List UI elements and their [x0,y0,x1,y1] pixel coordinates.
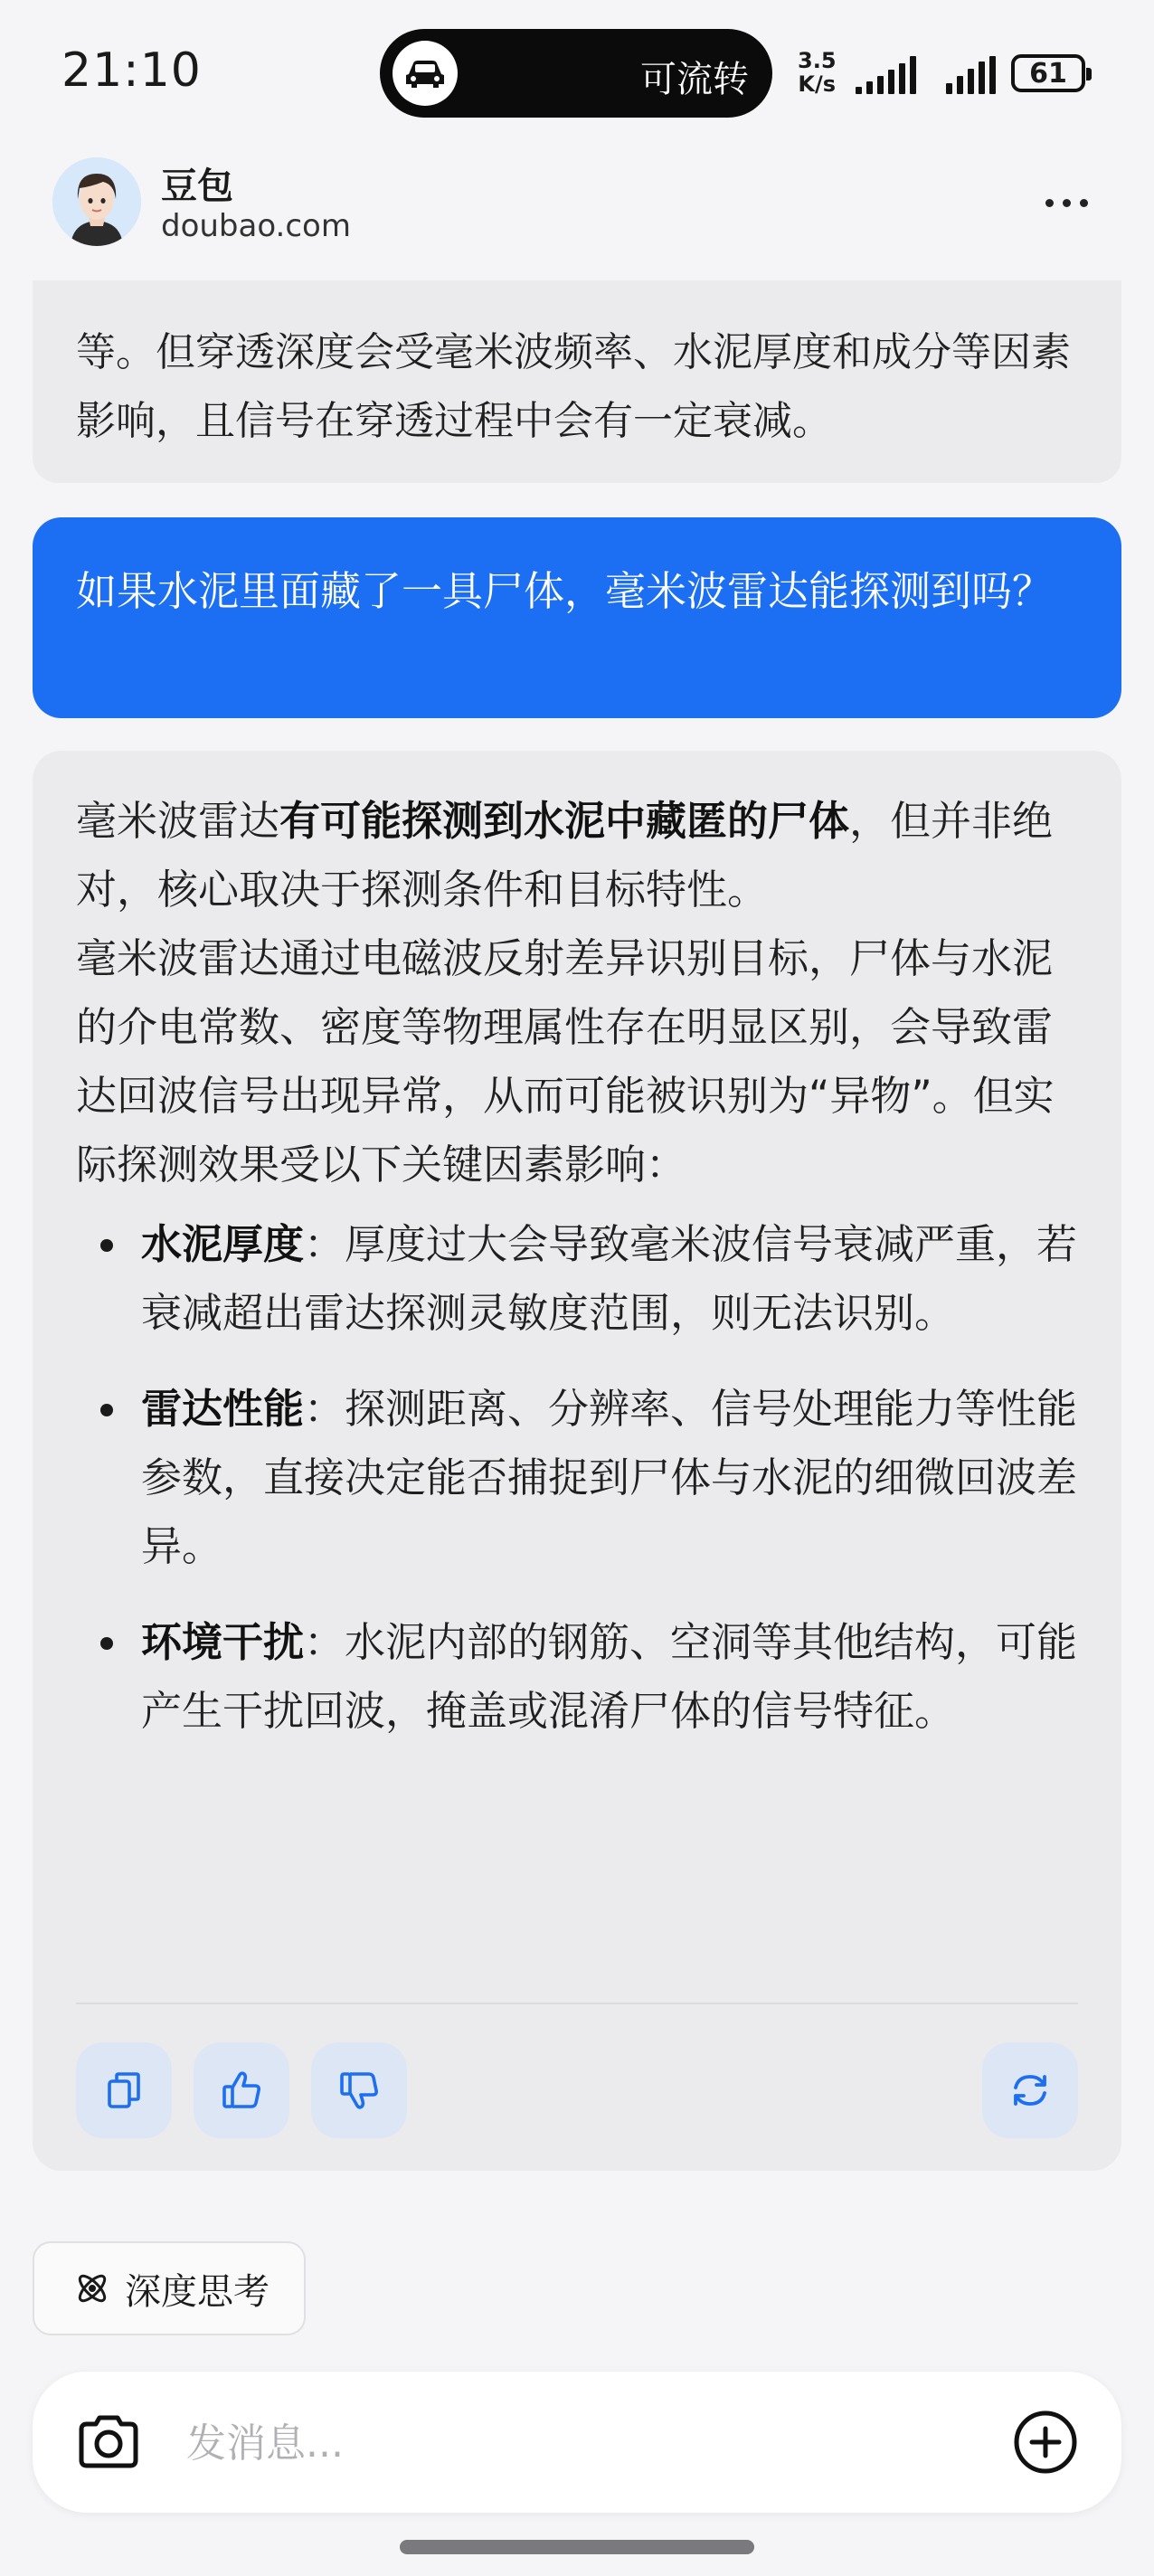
factor-text: ：探测距离、分辨率、信号处理能力等性能参数，直接决定能否捕捉到尸体与水泥的细微回波差异。 [141,1385,1078,1570]
thumbs-up-icon [219,2068,264,2113]
handoff-label: 可流转 [640,59,749,100]
copy-button[interactable] [76,2042,172,2138]
plus-circle-icon [1009,2406,1082,2478]
user-message-bubble[interactable] [33,517,1121,718]
more-options-button[interactable] [1035,185,1098,221]
factor-item [141,1210,1078,1348]
app-title: 豆包 [161,166,233,207]
factor-item [141,1608,1078,1746]
more-dot-icon [1045,199,1054,207]
copy-icon [102,2069,146,2112]
deep-think-toggle[interactable] [33,2241,306,2335]
answer-action-row [76,2042,1078,2138]
dislike-button[interactable] [311,2042,407,2138]
car-icon [393,41,458,106]
status-bar [0,0,1154,145]
more-dot-icon [1080,199,1088,207]
avatar[interactable] [52,157,141,246]
answer-intro-bold: 有可能探测到水泥中藏匿的尸体 [279,797,850,845]
answer-divider [76,2003,1078,2004]
regenerate-button[interactable] [982,2042,1078,2138]
deep-think-label: 深度思考 [125,2270,270,2313]
answer-paragraph: 毫米波雷达通过电磁波反射差异识别目标，尸体与水泥的介电常数、密度等物理属性存在明显区别，会导致雷达回波信号出现异常，从而可能被识别为“异物”。但实际探测效果受以下关键因素影响： [76,934,1055,1189]
network-speed-unit: K/s [798,71,837,97]
factor-text: ：厚度过大会导致毫米波信号衰减严重，若衰减超出雷达探测灵敏度范围，则无法识别。 [141,1220,1078,1337]
answer-intro-suffix: ，但并非绝对，核心取决于探测条件和目标特性。 [76,797,1054,914]
battery-level: 61 [1029,57,1067,90]
more-dot-icon [1063,199,1071,207]
previous-message-text: 等。但穿透深度会受毫米波频率、水泥厚度和成分等因素影响，且信号在穿透过程中会有一定衰减。 [76,329,1071,444]
home-indicator[interactable] [400,2540,754,2554]
answer-intro-prefix: 毫米波雷达 [76,797,280,845]
battery-icon [1011,54,1085,92]
factor-list [76,1210,1078,1746]
message-input-bar [33,2372,1121,2513]
regenerate-icon [1006,2066,1055,2115]
factor-item [141,1375,1078,1581]
thumbs-down-icon [336,2068,382,2113]
signal-hd-icon [856,54,916,94]
assistant-answer [33,751,1121,2171]
factor-title: 水泥厚度 [141,1220,305,1268]
message-input[interactable] [184,2411,930,2475]
factor-title: 雷达性能 [141,1385,305,1433]
signal-strength-icon [946,54,996,94]
network-speed [798,49,837,96]
status-time: 21:10 [61,43,202,98]
camera-button[interactable] [72,2406,145,2478]
add-attachment-button[interactable] [1009,2406,1082,2478]
like-button[interactable] [194,2042,289,2138]
factor-title: 环境干扰 [141,1618,305,1666]
user-message-text: 如果水泥里面藏了一具尸体，毫米波雷达能探测到吗？ [76,567,1054,615]
app-domain: doubao.com [161,208,351,244]
dynamic-island[interactable] [380,29,772,118]
network-speed-value: 3.5 [798,48,837,73]
app-header [0,145,1154,280]
atom-icon [72,2268,112,2308]
answer-intro [76,787,1078,924]
camera-icon [72,2406,145,2478]
factor-text: ：水泥内部的钢筋、空洞等其他结构，可能产生干扰回波，掩盖或混淆尸体的信号特征。 [141,1618,1078,1735]
